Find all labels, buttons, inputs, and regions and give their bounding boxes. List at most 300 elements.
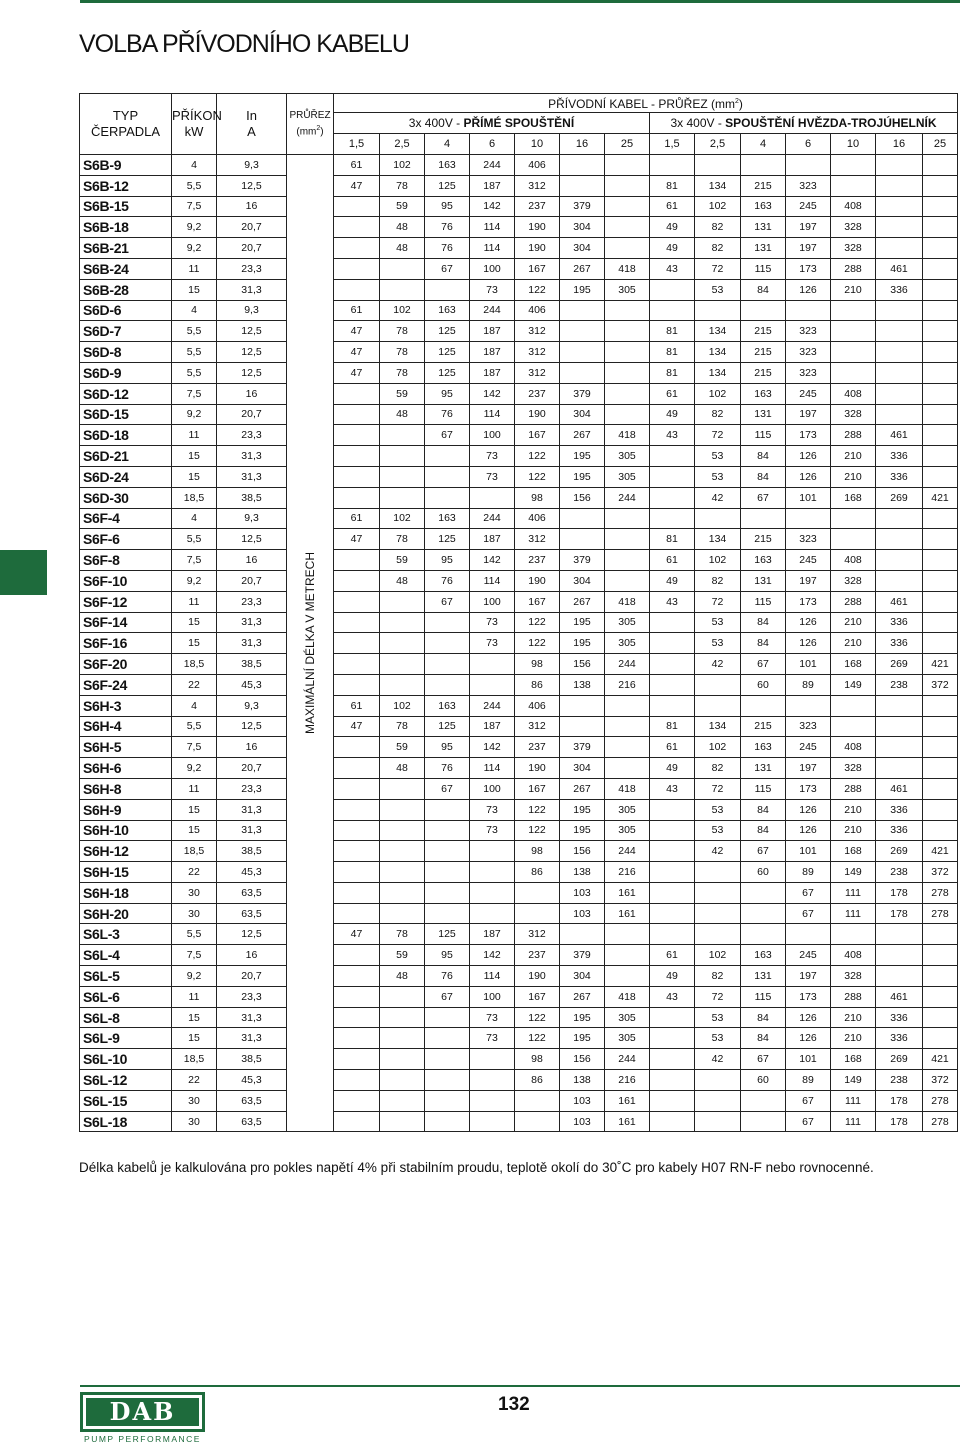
length-cell: 115 — [741, 258, 786, 279]
length-cell: 48 — [380, 238, 425, 259]
length-cell — [923, 820, 958, 841]
length-cell — [380, 466, 425, 487]
length-cell — [876, 550, 923, 571]
length-cell: 115 — [741, 778, 786, 799]
current-cell: 9,3 — [217, 155, 287, 176]
length-cell: 102 — [695, 196, 741, 217]
length-cell — [425, 446, 470, 467]
length-cell: 267 — [560, 986, 605, 1007]
length-cell — [650, 633, 695, 654]
length-cell — [741, 695, 786, 716]
current-cell: 63,5 — [217, 1111, 287, 1132]
length-cell: 122 — [515, 446, 560, 467]
length-cell: 215 — [741, 175, 786, 196]
length-cell: 269 — [876, 1049, 923, 1070]
length-cell — [605, 362, 650, 383]
length-cell — [605, 758, 650, 779]
length-cell — [605, 924, 650, 945]
power-cell: 22 — [172, 862, 217, 883]
length-cell: 82 — [695, 570, 741, 591]
table-row — [80, 279, 958, 300]
length-cell — [831, 321, 876, 342]
length-cell — [923, 425, 958, 446]
table-row — [80, 321, 958, 342]
current-cell: 16 — [217, 550, 287, 571]
length-cell: 163 — [741, 383, 786, 404]
length-cell: 138 — [560, 674, 605, 695]
current-cell: 31,3 — [217, 279, 287, 300]
length-cell — [605, 737, 650, 758]
power-cell: 15 — [172, 1028, 217, 1049]
length-cell: 126 — [786, 1007, 831, 1028]
length-cell — [380, 591, 425, 612]
pump-type-cell: S6D-15 — [80, 404, 172, 425]
length-cell — [605, 155, 650, 176]
current-cell: 12,5 — [217, 716, 287, 737]
pump-type-cell: S6F-16 — [80, 633, 172, 654]
length-cell: 305 — [605, 633, 650, 654]
length-cell: 421 — [923, 841, 958, 862]
length-cell — [334, 799, 380, 820]
length-cell: 72 — [695, 425, 741, 446]
length-cell — [425, 1090, 470, 1111]
length-cell: 418 — [605, 986, 650, 1007]
length-cell — [876, 695, 923, 716]
table-row — [80, 903, 958, 924]
length-cell — [650, 612, 695, 633]
length-cell: 215 — [741, 716, 786, 737]
length-cell: 78 — [380, 175, 425, 196]
length-cell — [334, 425, 380, 446]
length-cell: 406 — [515, 508, 560, 529]
length-cell: 305 — [605, 612, 650, 633]
length-cell: 312 — [515, 175, 560, 196]
length-cell — [923, 924, 958, 945]
length-cell — [923, 238, 958, 259]
length-cell: 267 — [560, 591, 605, 612]
length-cell: 126 — [786, 466, 831, 487]
length-cell: 173 — [786, 986, 831, 1007]
length-cell — [831, 175, 876, 196]
length-cell — [923, 466, 958, 487]
current-cell: 20,7 — [217, 217, 287, 238]
length-cell: 323 — [786, 321, 831, 342]
length-cell: 210 — [831, 1007, 876, 1028]
length-cell: 78 — [380, 716, 425, 737]
length-cell: 126 — [786, 820, 831, 841]
length-cell: 134 — [695, 342, 741, 363]
length-cell: 89 — [786, 1070, 831, 1091]
length-cell — [334, 550, 380, 571]
power-cell: 9,2 — [172, 217, 217, 238]
length-cell: 111 — [831, 1090, 876, 1111]
length-cell: 195 — [560, 1007, 605, 1028]
length-cell — [334, 841, 380, 862]
power-cell: 18,5 — [172, 1049, 217, 1070]
current-cell: 31,3 — [217, 820, 287, 841]
length-cell — [425, 799, 470, 820]
table-row — [80, 217, 958, 238]
length-cell — [650, 1028, 695, 1049]
length-cell: 161 — [605, 1090, 650, 1111]
length-cell: 114 — [470, 238, 515, 259]
length-cell: 73 — [470, 820, 515, 841]
pump-type-cell: S6L-4 — [80, 945, 172, 966]
power-cell: 4 — [172, 300, 217, 321]
length-cell — [786, 155, 831, 176]
length-cell — [876, 362, 923, 383]
length-cell: 278 — [923, 1111, 958, 1132]
col-header-section: PRŮŘEZ $(mm^2)$ — [287, 94, 334, 155]
length-cell — [560, 362, 605, 383]
table-row — [80, 238, 958, 259]
length-cell: 288 — [831, 778, 876, 799]
length-cell — [425, 1049, 470, 1070]
length-cell: 304 — [560, 404, 605, 425]
length-cell: 47 — [334, 924, 380, 945]
current-cell: 31,3 — [217, 612, 287, 633]
length-cell — [605, 508, 650, 529]
page-number: 132 — [498, 1394, 530, 1415]
group-header-star-delta: 3x 400V - SPOUŠTĚNÍ HVĚZDA-TROJÚHELNÍK — [650, 113, 958, 134]
length-cell: 167 — [515, 425, 560, 446]
length-cell — [923, 446, 958, 467]
pump-type-cell: S6H-10 — [80, 820, 172, 841]
current-cell: 20,7 — [217, 570, 287, 591]
length-cell: 244 — [605, 487, 650, 508]
length-cell: 288 — [831, 425, 876, 446]
cable-selection-table — [79, 93, 958, 1132]
length-cell: 42 — [695, 841, 741, 862]
length-cell: 190 — [515, 758, 560, 779]
length-cell — [334, 633, 380, 654]
length-cell: 187 — [470, 175, 515, 196]
table-row — [80, 550, 958, 571]
pump-type-cell: S6D-8 — [80, 342, 172, 363]
length-cell: 49 — [650, 758, 695, 779]
length-cell: 312 — [515, 321, 560, 342]
pump-type-cell: S6D-21 — [80, 446, 172, 467]
power-cell: 7,5 — [172, 383, 217, 404]
length-cell: 149 — [831, 862, 876, 883]
length-cell: 328 — [831, 758, 876, 779]
power-cell: 18,5 — [172, 487, 217, 508]
length-cell — [515, 903, 560, 924]
length-cell: 195 — [560, 612, 605, 633]
length-cell: 187 — [470, 924, 515, 945]
length-cell: 238 — [876, 674, 923, 695]
bottom-rule — [80, 1385, 960, 1387]
length-cell: 100 — [470, 258, 515, 279]
length-cell — [695, 155, 741, 176]
length-cell: 328 — [831, 238, 876, 259]
length-cell: 67 — [786, 1111, 831, 1132]
table-row — [80, 654, 958, 675]
length-cell — [334, 882, 380, 903]
length-cell — [425, 1111, 470, 1132]
length-cell: 187 — [470, 529, 515, 550]
length-cell — [695, 924, 741, 945]
length-cell: 197 — [786, 404, 831, 425]
length-cell: 102 — [380, 508, 425, 529]
length-cell — [741, 1111, 786, 1132]
current-cell: 23,3 — [217, 778, 287, 799]
length-cell — [876, 404, 923, 425]
max-length-cell — [287, 155, 334, 1132]
length-cell: 278 — [923, 882, 958, 903]
length-cell: 323 — [786, 342, 831, 363]
power-cell: 5,5 — [172, 924, 217, 945]
length-cell — [923, 633, 958, 654]
length-cell: 244 — [470, 695, 515, 716]
table-row — [80, 674, 958, 695]
length-cell: 82 — [695, 217, 741, 238]
length-cell — [876, 321, 923, 342]
table-body — [80, 155, 958, 1132]
length-cell: 215 — [741, 342, 786, 363]
table-row — [80, 1070, 958, 1091]
length-cell — [425, 1007, 470, 1028]
table-row — [80, 1090, 958, 1111]
length-cell — [334, 279, 380, 300]
length-cell: 103 — [560, 882, 605, 903]
table-row — [80, 1111, 958, 1132]
current-cell: 20,7 — [217, 238, 287, 259]
length-cell — [831, 342, 876, 363]
current-cell: 9,3 — [217, 695, 287, 716]
length-cell — [470, 903, 515, 924]
length-cell — [605, 550, 650, 571]
length-cell: 134 — [695, 362, 741, 383]
length-cell: 95 — [425, 383, 470, 404]
length-cell — [876, 196, 923, 217]
length-cell — [334, 903, 380, 924]
section-header-cell: 10 — [515, 134, 560, 155]
length-cell — [876, 758, 923, 779]
length-cell — [650, 882, 695, 903]
length-cell: 379 — [560, 737, 605, 758]
length-cell: 43 — [650, 258, 695, 279]
length-cell: 216 — [605, 1070, 650, 1091]
length-cell: 78 — [380, 529, 425, 550]
length-cell: 379 — [560, 945, 605, 966]
length-cell: 42 — [695, 487, 741, 508]
length-cell: 98 — [515, 487, 560, 508]
length-cell: 197 — [786, 217, 831, 238]
length-cell — [923, 383, 958, 404]
length-cell — [380, 446, 425, 467]
power-cell: 7,5 — [172, 945, 217, 966]
length-cell: 168 — [831, 841, 876, 862]
table-row — [80, 612, 958, 633]
power-cell: 15 — [172, 799, 217, 820]
length-cell — [334, 1007, 380, 1028]
length-cell: 138 — [560, 862, 605, 883]
length-cell: 53 — [695, 799, 741, 820]
length-cell — [605, 196, 650, 217]
length-cell — [380, 1090, 425, 1111]
length-cell: 312 — [515, 924, 560, 945]
length-cell: 82 — [695, 758, 741, 779]
length-cell: 168 — [831, 1049, 876, 1070]
length-cell — [741, 300, 786, 321]
length-cell — [650, 466, 695, 487]
length-cell: 125 — [425, 321, 470, 342]
length-cell: 103 — [560, 903, 605, 924]
current-cell: 23,3 — [217, 986, 287, 1007]
length-cell: 328 — [831, 966, 876, 987]
length-cell — [695, 695, 741, 716]
length-cell: 114 — [470, 404, 515, 425]
length-cell: 101 — [786, 654, 831, 675]
length-cell — [380, 487, 425, 508]
power-cell: 5,5 — [172, 529, 217, 550]
length-cell: 103 — [560, 1111, 605, 1132]
length-cell: 76 — [425, 966, 470, 987]
section-header-cell: 10 — [831, 134, 876, 155]
power-cell: 9,2 — [172, 238, 217, 259]
length-cell: 168 — [831, 654, 876, 675]
section-header-cell: 16 — [876, 134, 923, 155]
length-cell — [515, 1111, 560, 1132]
length-cell: 142 — [470, 945, 515, 966]
table-row — [80, 924, 958, 945]
length-cell: 195 — [560, 446, 605, 467]
power-cell: 30 — [172, 1111, 217, 1132]
length-cell: 210 — [831, 633, 876, 654]
power-cell: 5,5 — [172, 362, 217, 383]
length-cell: 84 — [741, 1007, 786, 1028]
pump-type-cell: S6B-28 — [80, 279, 172, 300]
section-header-cell: 4 — [741, 134, 786, 155]
length-cell — [425, 841, 470, 862]
length-cell — [425, 633, 470, 654]
length-cell — [560, 321, 605, 342]
length-cell: 269 — [876, 654, 923, 675]
length-cell: 48 — [380, 966, 425, 987]
length-cell — [695, 674, 741, 695]
length-cell — [334, 238, 380, 259]
power-cell: 18,5 — [172, 841, 217, 862]
section-header-cell: 6 — [470, 134, 515, 155]
table-row — [80, 633, 958, 654]
length-cell: 126 — [786, 799, 831, 820]
length-cell — [923, 175, 958, 196]
length-cell: 190 — [515, 966, 560, 987]
table-row — [80, 695, 958, 716]
length-cell: 67 — [741, 654, 786, 675]
pump-type-cell: S6L-6 — [80, 986, 172, 1007]
length-cell: 61 — [334, 155, 380, 176]
pump-type-cell: S6H-9 — [80, 799, 172, 820]
length-cell: 197 — [786, 758, 831, 779]
pump-type-cell: S6H-6 — [80, 758, 172, 779]
length-cell: 237 — [515, 196, 560, 217]
length-cell — [741, 882, 786, 903]
table-row — [80, 425, 958, 446]
length-cell: 76 — [425, 758, 470, 779]
current-cell: 20,7 — [217, 966, 287, 987]
length-cell: 43 — [650, 778, 695, 799]
length-cell — [380, 903, 425, 924]
length-cell: 84 — [741, 633, 786, 654]
length-cell — [380, 258, 425, 279]
table-row — [80, 155, 958, 176]
length-cell: 47 — [334, 342, 380, 363]
length-cell: 305 — [605, 799, 650, 820]
length-cell: 42 — [695, 1049, 741, 1070]
length-cell — [425, 279, 470, 300]
section-header-cell: 1,5 — [334, 134, 380, 155]
length-cell: 95 — [425, 945, 470, 966]
length-cell: 190 — [515, 404, 560, 425]
length-cell: 122 — [515, 799, 560, 820]
pump-type-cell: S6B-21 — [80, 238, 172, 259]
length-cell — [923, 591, 958, 612]
length-cell — [695, 1090, 741, 1111]
length-cell: 125 — [425, 362, 470, 383]
length-cell: 86 — [515, 1070, 560, 1091]
length-cell: 134 — [695, 529, 741, 550]
pump-type-cell: S6F-10 — [80, 570, 172, 591]
length-cell: 237 — [515, 550, 560, 571]
length-cell: 304 — [560, 217, 605, 238]
length-cell: 288 — [831, 591, 876, 612]
length-cell — [923, 529, 958, 550]
length-cell: 122 — [515, 820, 560, 841]
length-cell: 76 — [425, 238, 470, 259]
length-cell: 238 — [876, 862, 923, 883]
length-cell: 122 — [515, 1028, 560, 1049]
length-cell: 312 — [515, 716, 560, 737]
length-cell: 269 — [876, 487, 923, 508]
length-cell: 312 — [515, 362, 560, 383]
pump-type-cell: S6F-20 — [80, 654, 172, 675]
length-cell — [334, 383, 380, 404]
power-cell: 9,2 — [172, 966, 217, 987]
length-cell: 379 — [560, 550, 605, 571]
length-cell: 190 — [515, 238, 560, 259]
length-cell — [334, 258, 380, 279]
length-cell: 267 — [560, 425, 605, 446]
length-cell — [831, 508, 876, 529]
pump-type-cell: S6L-5 — [80, 966, 172, 987]
length-cell: 102 — [380, 155, 425, 176]
length-cell — [695, 1111, 741, 1132]
length-cell — [560, 716, 605, 737]
length-cell — [831, 529, 876, 550]
length-cell: 126 — [786, 446, 831, 467]
length-cell: 67 — [425, 778, 470, 799]
length-cell: 163 — [425, 300, 470, 321]
current-cell: 12,5 — [217, 321, 287, 342]
length-cell: 81 — [650, 342, 695, 363]
length-cell: 216 — [605, 674, 650, 695]
current-cell: 16 — [217, 196, 287, 217]
length-cell — [831, 924, 876, 945]
length-cell: 336 — [876, 820, 923, 841]
length-cell: 187 — [470, 342, 515, 363]
length-cell: 323 — [786, 175, 831, 196]
length-cell — [605, 695, 650, 716]
section-header-cell: 25 — [605, 134, 650, 155]
length-cell — [831, 695, 876, 716]
length-cell: 84 — [741, 612, 786, 633]
length-cell — [380, 862, 425, 883]
length-cell: 53 — [695, 633, 741, 654]
length-cell: 49 — [650, 238, 695, 259]
length-cell — [923, 342, 958, 363]
